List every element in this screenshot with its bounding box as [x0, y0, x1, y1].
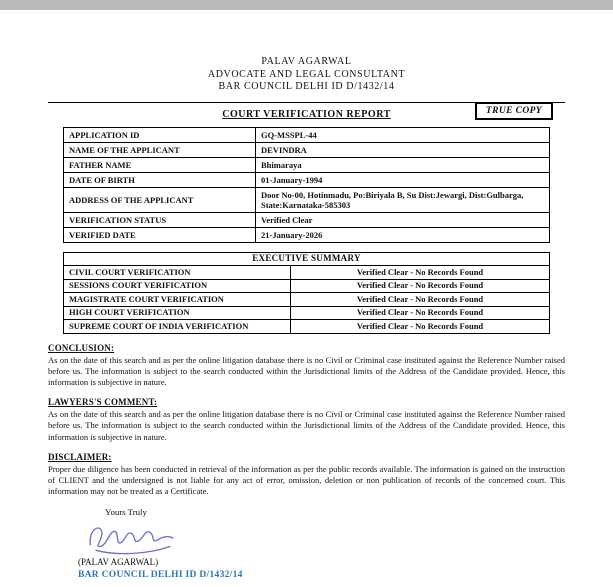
executive-summary-title: EXECUTIVE SUMMARY [64, 252, 550, 266]
row-label: CIVIL COURT VERIFICATION [64, 266, 291, 280]
row-label: APPLICATION ID [64, 127, 256, 142]
table-row [64, 252, 550, 266]
row-value: Verified Clear - No Records Found [291, 306, 550, 320]
advocate-bar-id: BAR COUNCIL DELHI ID D/1432/14 [218, 81, 395, 92]
court-verification-report-page [0, 56, 613, 580]
section-conclusion [48, 343, 565, 389]
table-row [64, 127, 550, 142]
row-label: DATE OF BIRTH [64, 172, 256, 187]
row-value: Door No-00, Hotinmadu, Po:Biriyala B, Su Dist:Jewargi, Dist:Gulbarga, State:Karnataka-585303 [256, 187, 550, 212]
signer-name: (PALAV AGARWAL) [78, 557, 159, 568]
salutation: Yours Truly [105, 507, 147, 518]
table-row [64, 212, 550, 227]
section-body: As on the date of this search and as per the online litigation database there is no Civil or Criminal case instituted against the Reference Number raised before us. The information is subject to the search conducted within the Jurisdictional limits of the Address of the Candidate provided. Hence, this information is subjective in nature. [48, 409, 565, 442]
table-row [64, 157, 550, 172]
section-body: Proper due diligence has been conducted in retrieval of the information as per the public records available. The information is gained on the instruction of CLIENT and the undersigned is not liable for any act of error, omission, deletion or non publication of records of the concerned court. This information may not be treated as a Certificate. [48, 463, 565, 497]
table-row [64, 227, 550, 242]
row-value: 01-January-1994 [256, 172, 550, 187]
executive-summary-table [63, 252, 550, 334]
report-title: COURT VERIFICATION REPORT [222, 108, 391, 120]
section-disclaimer [48, 452, 565, 498]
section-lawyers-comment [48, 397, 565, 443]
row-label: HIGH COURT VERIFICATION [64, 306, 291, 320]
row-value: Verified Clear [256, 212, 550, 227]
viewer-top-strip [0, 0, 613, 10]
row-value: Bhimaraya [256, 157, 550, 172]
row-label: ADDRESS OF THE APPLICANT [64, 187, 256, 212]
table-row [64, 187, 550, 212]
advocate-title: ADVOCATE AND LEGAL CONSULTANT [207, 68, 406, 80]
row-label: VERIFICATION STATUS [64, 212, 256, 227]
signature [84, 520, 180, 556]
table-row [64, 279, 550, 293]
row-label: SESSIONS COURT VERIFICATION [64, 279, 291, 293]
row-label: NAME OF THE APPLICANT [64, 142, 256, 157]
row-label: FATHER NAME [64, 157, 256, 172]
table-row [64, 142, 550, 157]
section-heading: LAWYERS'S COMMENT: [48, 397, 158, 408]
row-label: SUPREME COURT OF INDIA VERIFICATION [64, 320, 291, 334]
row-label: MAGISTRATE COURT VERIFICATION [64, 293, 291, 307]
row-value: GQ-MSSPL-44 [256, 127, 550, 142]
row-value: DEVINDRA [256, 142, 550, 157]
signer-bar-id: BAR COUNCIL DELHI ID D/1432/14 [78, 570, 243, 581]
applicant-details-table [63, 127, 550, 243]
section-heading: CONCLUSION: [48, 342, 115, 353]
table-row [64, 320, 550, 334]
table-row [64, 306, 550, 320]
table-row [64, 172, 550, 187]
row-value: 21-January-2026 [256, 227, 550, 242]
row-label: VERIFIED DATE [64, 227, 256, 242]
section-heading: DISCLAIMER: [48, 451, 112, 462]
row-value: Verified Clear - No Records Found [291, 320, 550, 334]
section-body: As on the date of this search and as per the online litigation database there is no Civil or Criminal case instituted against the Reference Number raised before us. The information is subject to the search conducted within the Jurisdictional limits of the Address of the Candidate provided. Hence, this information is subjective in nature. [48, 354, 565, 387]
advocate-name: PALAV AGARWAL [261, 56, 352, 67]
table-row [64, 266, 550, 280]
row-value: Verified Clear - No Records Found [291, 279, 550, 293]
true-copy-label: TRUE COPY [485, 106, 542, 116]
table-row [64, 293, 550, 307]
true-copy-stamp [475, 102, 553, 120]
letterhead [0, 56, 613, 94]
row-value: Verified Clear - No Records Found [291, 293, 550, 307]
row-value: Verified Clear - No Records Found [291, 266, 550, 280]
